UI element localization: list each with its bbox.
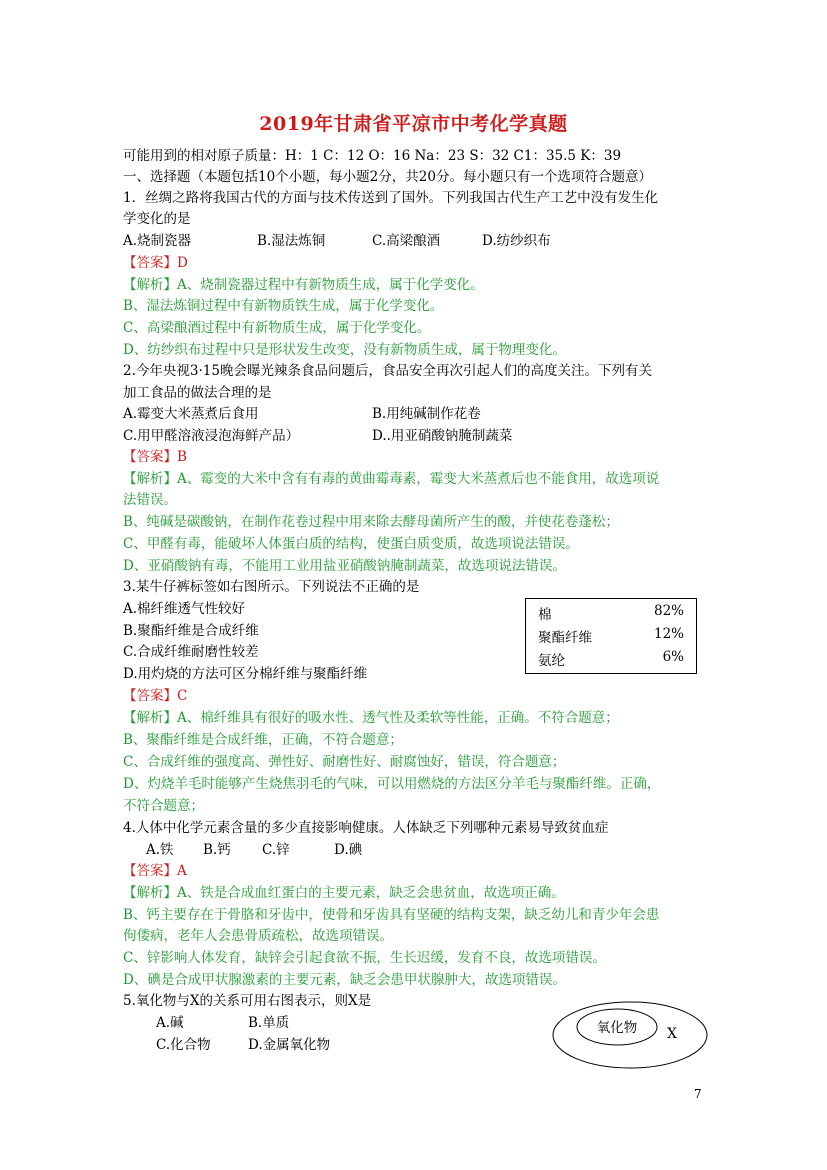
label-material: 氨纶 bbox=[538, 653, 565, 669]
answer-tag: 【答案】 bbox=[123, 863, 177, 879]
analysis-tag: 【解析】 bbox=[123, 885, 177, 901]
q3-analysis-a bbox=[123, 708, 619, 729]
label-percent: 12% bbox=[653, 626, 684, 642]
q1-option-c: C.高梁酿酒 bbox=[372, 233, 441, 249]
label-percent: 82% bbox=[653, 603, 684, 619]
q4-answer-value: A bbox=[177, 863, 187, 879]
label-percent: 6% bbox=[662, 649, 684, 665]
q1-analysis-a-text: A、烧制瓷器过程中有新物质生成，属于化学变化。 bbox=[177, 277, 484, 293]
q4-option-d: D.碘 bbox=[334, 842, 363, 858]
label-row bbox=[538, 649, 684, 670]
q3-option-b: B.聚酯纤维是合成纤维 bbox=[123, 623, 259, 639]
q2-options-row2 bbox=[123, 426, 512, 447]
q2-analysis-b: B、纯碱是碳酸钠，在制作花卷过程中用来除去酵母菌所产生的酸，并使花卷蓬松； bbox=[123, 514, 619, 530]
analysis-tag: 【解析】 bbox=[123, 710, 177, 726]
q3-option-d: D.用灼烧的方法可区分棉纤维与聚酯纤维 bbox=[123, 666, 368, 682]
q5-option-a: A.碱 bbox=[156, 1015, 184, 1031]
q2-stem-line2: 加工食品的做法合理的是 bbox=[123, 385, 272, 401]
q2-analysis-c: C、甲醛有毒，能破坏人体蛋白质的结构，使蛋白质变质，故选项说法错误。 bbox=[123, 536, 579, 552]
page-number: 7 bbox=[694, 1087, 702, 1101]
q2-analysis-d: D、亚硝酸钠有毒，不能用工业用盐亚硝酸钠腌制蔬菜，故选项说法错误。 bbox=[123, 558, 566, 574]
q2-answer bbox=[123, 447, 187, 468]
q4-analysis-a bbox=[123, 883, 565, 904]
q1-analysis-d: D、纺纱织布过程中只是形状发生改变，没有新物质生成，属于物理变化。 bbox=[123, 342, 566, 358]
q4-option-a: A.铁 bbox=[146, 842, 174, 858]
answer-tag: 【答案】 bbox=[123, 449, 177, 465]
q3-analysis-c: C、合成纤维的强度高、弹性好、耐磨性好、耐腐蚀好，错误，符合题意； bbox=[123, 754, 566, 770]
q1-options bbox=[123, 231, 551, 252]
label-material: 聚酯纤维 bbox=[538, 630, 592, 646]
q3-answer bbox=[123, 686, 187, 707]
oxide-relation-diagram bbox=[550, 1000, 710, 1070]
q2-option-a: A.霉变大米蒸煮后食用 bbox=[123, 406, 259, 422]
q2-analysis-a bbox=[123, 469, 659, 490]
q4-option-c: C.锌 bbox=[262, 842, 290, 858]
q1-stem-line1: 1．丝绸之路将我国古代的方面与技术传送到了国外。下列我国古代生产工艺中没有发生化 bbox=[123, 190, 659, 206]
q4-analysis-c: C、锌影响人体发育，缺锌会引起食欲不振，生长迟缓，发育不良，故选项错误。 bbox=[123, 950, 606, 966]
q1-stem-line2: 学变化的是 bbox=[123, 211, 191, 227]
q3-stem: 3.某牛仔裤标签如右图所示。下列说法不正确的是 bbox=[123, 579, 420, 595]
q2-stem-line1: 2.今年央视3·15晚会曝光辣条食品问题后，食品安全再次引起人们的高度关注。下列有关 bbox=[123, 363, 652, 379]
q1-answer bbox=[123, 253, 188, 274]
page-title: 2019年甘肃省平凉市中考化学真题 bbox=[259, 113, 568, 135]
q2-option-d: D..用亚硝酸钠腌制蔬菜 bbox=[372, 428, 513, 444]
q3-option-c: C.合成纤维耐磨性较差 bbox=[123, 644, 259, 660]
q4-analysis-a-text: A、铁是合成血红蛋白的主要元素，缺乏会患贫血，故选项正确。 bbox=[177, 885, 565, 901]
section-heading: 一、选择题（本题包括10个小题，每小题2分，共20分。每小题只有一个选项符合题意） bbox=[123, 169, 652, 185]
label-row bbox=[538, 603, 684, 624]
q5-options-row2 bbox=[156, 1035, 330, 1056]
q5-stem: 5.氧化物与X的关系可用右图表示，则X是 bbox=[123, 993, 372, 1009]
q1-option-d: D.纺纱织布 bbox=[482, 233, 551, 249]
outer-ellipse-label: X bbox=[667, 1026, 677, 1042]
q2-option-b: B.用纯碱制作花卷 bbox=[372, 406, 481, 422]
q1-answer-value: D bbox=[177, 255, 188, 271]
q3-answer-value: C bbox=[177, 688, 188, 704]
q1-analysis-c: C、高梁酿酒过程中有新物质生成，属于化学变化。 bbox=[123, 320, 431, 336]
answer-tag: 【答案】 bbox=[123, 255, 177, 271]
analysis-tag: 【解析】 bbox=[123, 277, 177, 293]
jeans-label-table bbox=[525, 598, 697, 674]
q5-options-row1 bbox=[156, 1013, 289, 1034]
q4-stem: 4.人体中化学元素含量的多少直接影响健康。人体缺乏下列哪种元素易导致贫血症 bbox=[123, 820, 609, 836]
q3-option-a: A.棉纤维透气性较好 bbox=[123, 601, 246, 617]
q3-analysis-b: B、聚酯纤维是合成纤维，正确，不符合题意； bbox=[123, 732, 403, 748]
q4-option-b: B.钙 bbox=[203, 842, 231, 858]
q1-option-b: B.湿法炼铜 bbox=[257, 233, 326, 249]
q5-option-b: B.单质 bbox=[248, 1015, 290, 1031]
q4-answer bbox=[123, 861, 187, 882]
q1-analysis-b: B、湿法炼铜过程中有新物质铁生成，属于化学变化。 bbox=[123, 298, 444, 314]
q1-option-a: A.烧制瓷器 bbox=[123, 233, 192, 249]
q2-analysis-a-cont: 法错误。 bbox=[123, 492, 177, 508]
q3-analysis-d: D、灼烧羊毛时能够产生烧焦羽毛的气味，可以用燃烧的方法区分羊毛与聚酯纤维。正确， bbox=[123, 776, 661, 792]
inner-ellipse-label: 氧化物 bbox=[596, 1020, 638, 1036]
q1-analysis-a bbox=[123, 275, 484, 296]
q2-analysis-a-text: A、霉变的大米中含有有毒的黄曲霉毒素，霉变大米蒸煮后也不能食用，故选项说 bbox=[177, 471, 660, 487]
label-material: 棉 bbox=[538, 607, 552, 623]
q4-options bbox=[146, 840, 362, 861]
q5-option-d: D.金属氧化物 bbox=[248, 1037, 331, 1053]
q4-analysis-b: B、钙主要存在于骨胳和牙齿中，使骨和牙齿具有坚硬的结构支架，缺乏幼儿和青少年会患 bbox=[123, 907, 660, 923]
answer-tag: 【答案】 bbox=[123, 688, 177, 704]
analysis-tag: 【解析】 bbox=[123, 471, 177, 487]
q3-analysis-a-text: A、棉纤维具有很好的吸水性、透气性及柔软等性能，正确。不符合题意； bbox=[177, 710, 619, 726]
q2-options-row1 bbox=[123, 404, 481, 425]
atomic-mass-line: 可能用到的相对原子质量：H：1 C：12 O：16 Na：23 S：32 C1：35.5 K：39 bbox=[123, 148, 622, 164]
q2-answer-value: B bbox=[177, 449, 187, 465]
q4-analysis-d: D、碘是合成甲状腺激素的主要元素，缺乏会患甲状腺肿大，故选项错误。 bbox=[123, 972, 566, 988]
label-row bbox=[538, 626, 684, 647]
q2-option-c: C.用甲醛溶液浸泡海鲜产品） bbox=[123, 428, 300, 444]
q5-option-c: C.化合物 bbox=[156, 1037, 211, 1053]
q4-analysis-b-cont: 佝偻病，老年人会患骨质疏松，故选项错误。 bbox=[123, 928, 393, 944]
q3-analysis-d-cont: 不符合题意； bbox=[123, 798, 204, 814]
